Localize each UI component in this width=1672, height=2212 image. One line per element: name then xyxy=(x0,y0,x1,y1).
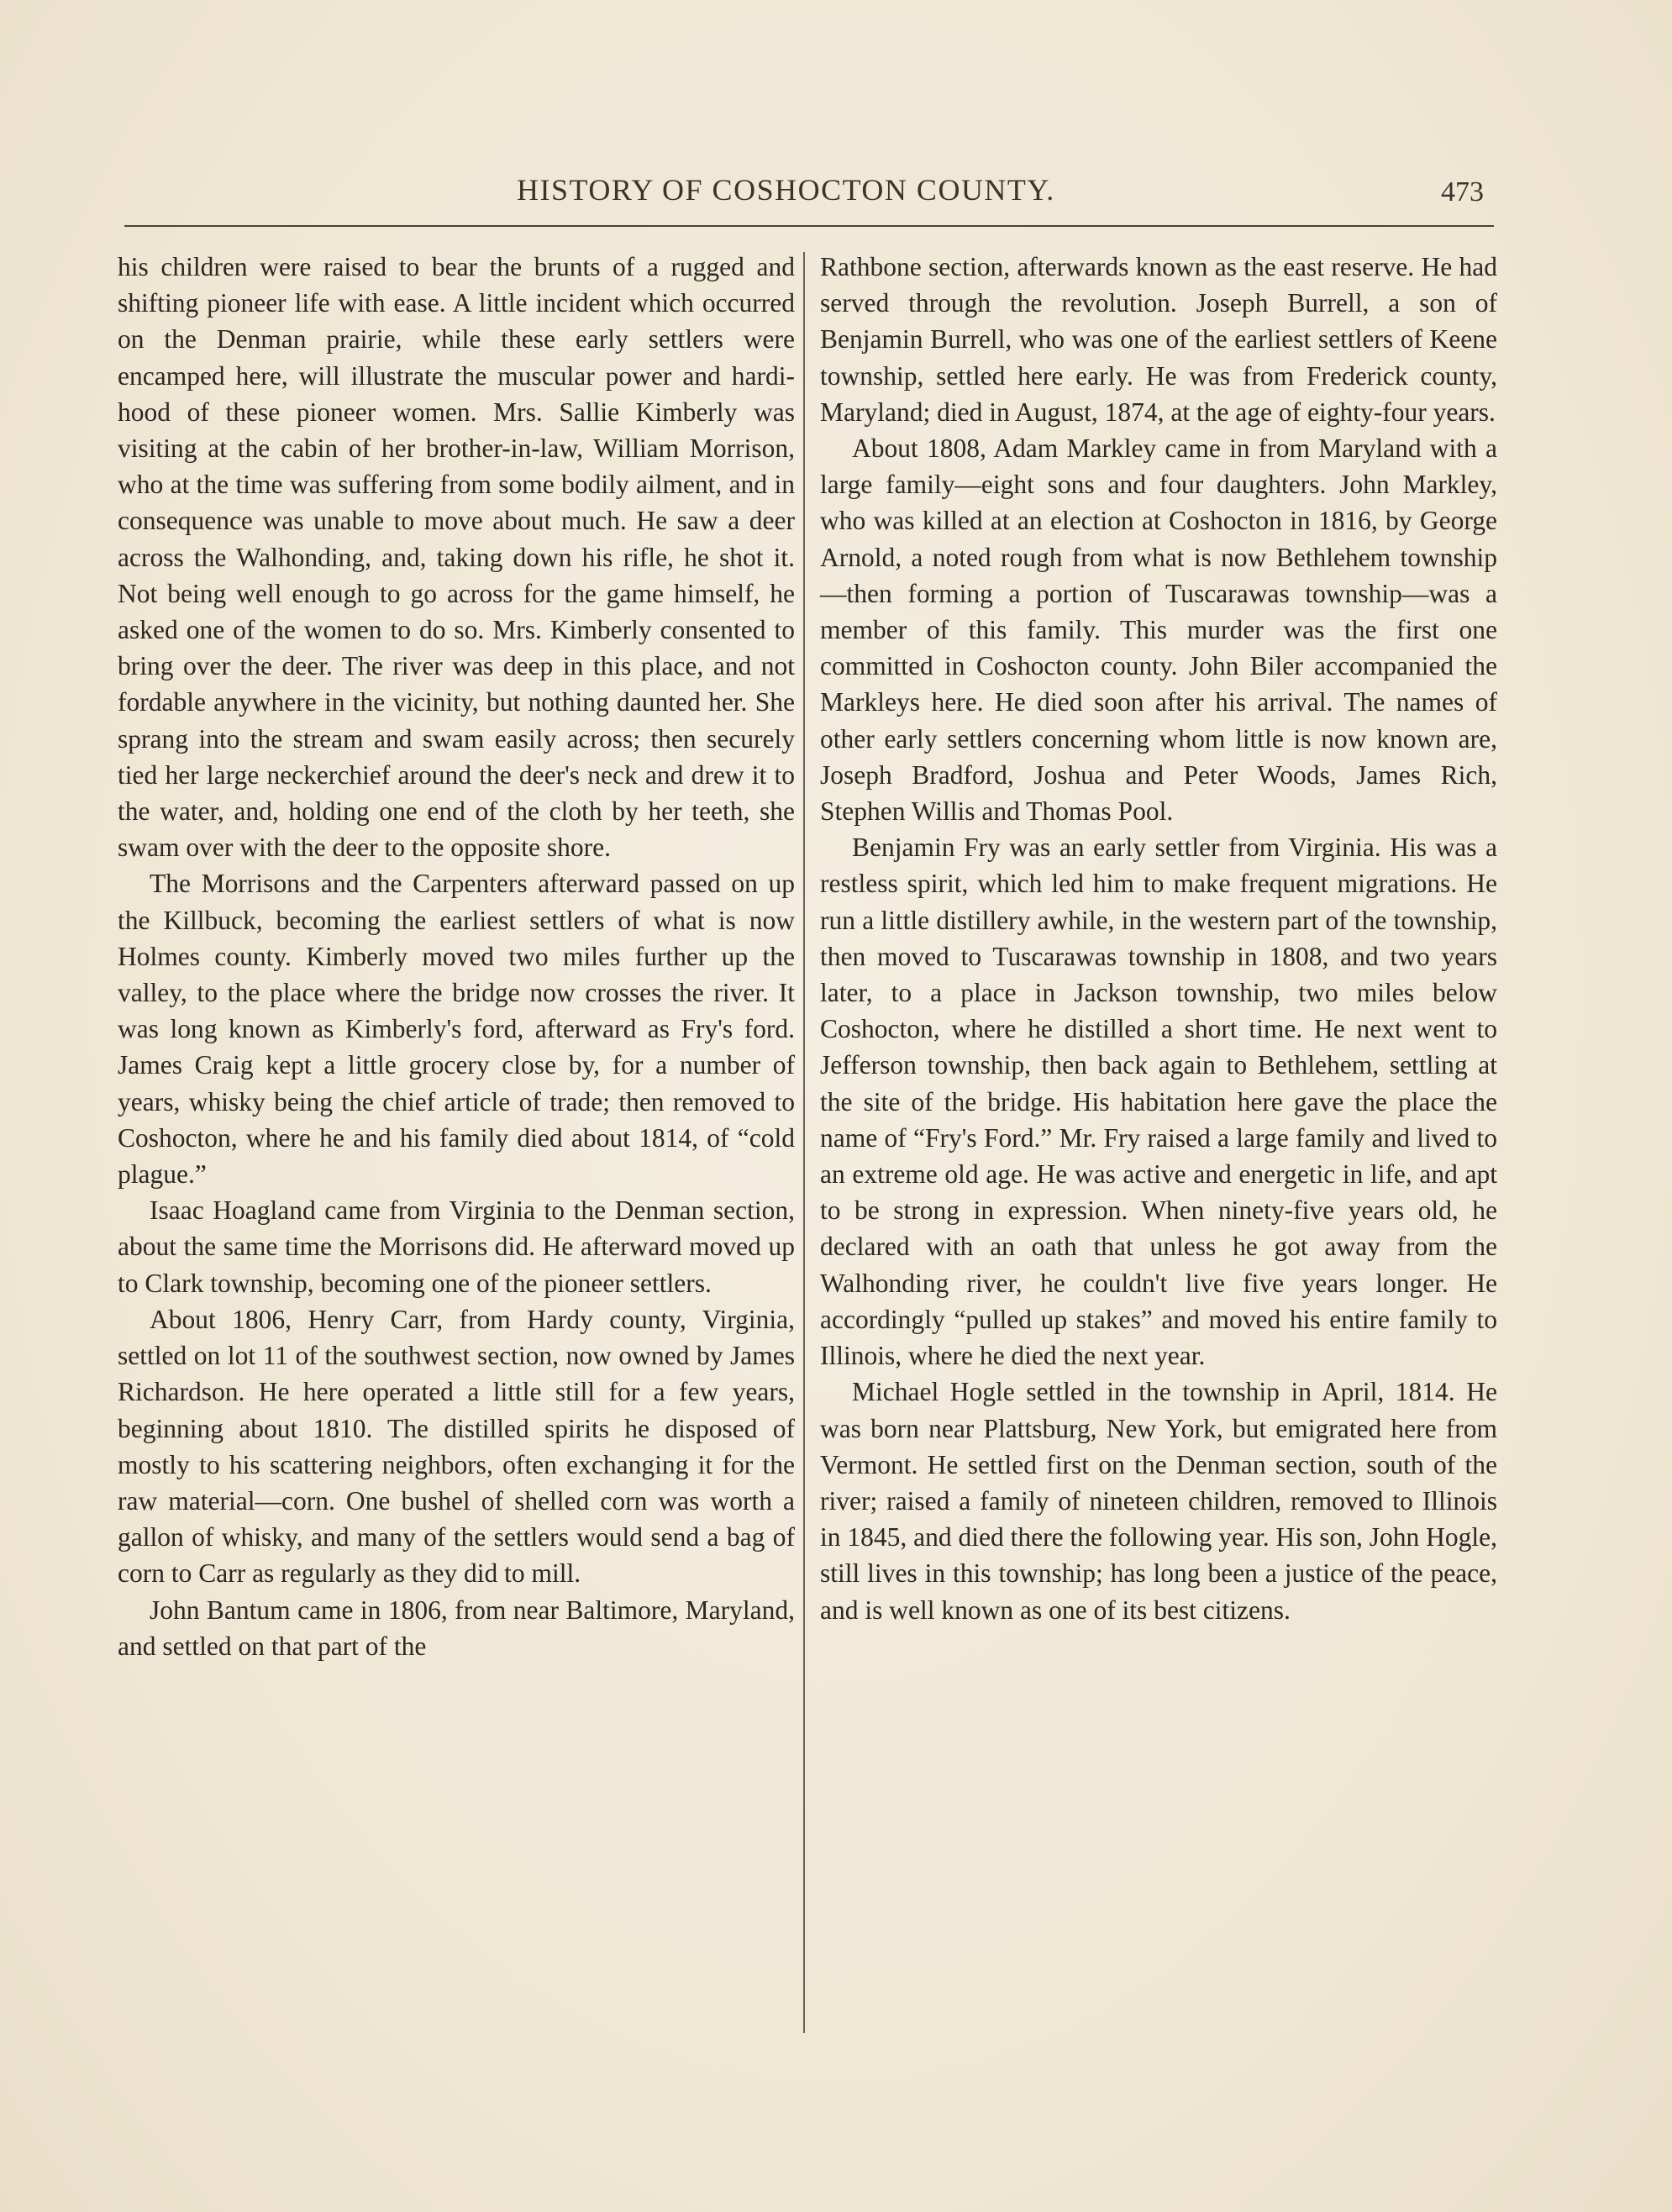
paragraph: Benjamin Fry was an early settler from Virginia. His was a restless spirit, which led him to make frequent migrations. He run a little distillery awhile, in the western part of the township, then moved to Tuscarawas township in 1808, and two years later, to a place in Jackson township, two miles below Coshocton, where he distilled a short time. He next went to Jefferson township, then back again to Bethlehem, settling at the site of the bridge. His habitation here gave the place the name of “Fry's Ford.” Mr. Fry raised a large family and lived to an extreme old age. He was active and energetic in life, and apt to be strong in expression. When ninety-five years old, he declared with an oath that unless he got away from the Walhonding river, he couldn't live five years longer. He accordingly “pulled up stakes” and moved his entire family to Illinois, where he died the next year. xyxy=(820,833,1497,1371)
left-column xyxy=(118,249,795,1664)
running-head-title: HISTORY OF COSHOCTON COUNTY. xyxy=(517,173,1055,207)
paragraph: About 1808, Adam Markley came in from Maryland with a large family—eight sons and four daughters. John Markley, who was killed at an election at Coshocton in 1816, by George Arnold, a noted rough from what is now Bethlehem township—then forming a portion of Tuscarawas township—was a member of this family. This murder was the first one committed in Coshocton county. John Biler accompanied the Markleys here. He died soon after his arrival. The names of other early settlers concerning whom little is now known are, Joseph Bradford, Joshua and Peter Woods, James Rich, Stephen Willis and Thomas Pool. xyxy=(820,433,1497,827)
page-number: 473 xyxy=(1441,176,1484,208)
paragraph: The Morrisons and the Carpenters afterward passed on up the Killbuck, becoming the earliest settlers of what is now Holmes county. Kimberly moved two miles further up the valley, to the place where the bridge now crosses the river. It was long known as Kimberly's ford, afterward as Fry's ford. James Craig kept a little grocery close by, for a number of years, whisky being the chief article of trade; then removed to Coshocton, where he and his family died about 1814, of “cold plague.” xyxy=(118,869,795,1190)
header-rule xyxy=(124,225,1494,227)
paragraph: Michael Hogle settled in the township in April, 1814. He was born near Plattsburg, New York, but emigrated here from Vermont. He settled first on the Denman section, south of the river; raised a family of nineteen children, removed to Illinois in 1845, and died there the following year. His son, John Hogle, still lives in this township; has long been a justice of the peace, and is well known as one of its best citizens. xyxy=(820,1377,1497,1625)
paragraph: Rathbone section, afterwards known as the east reserve. He had served through the revolution. Joseph Burrell, a son of Benjamin Burrell, who was one of the earliest settlers of Keene township, settled here early. He was from Frederick county, Maryland; died in August, 1874, at the age of eighty-four years. xyxy=(820,252,1497,427)
paragraph: John Bantum came in 1806, from near Baltimore, Maryland, and settled on that part of the xyxy=(118,1595,795,1661)
right-column xyxy=(820,249,1497,1628)
paragraph: About 1806, Henry Carr, from Hardy county, Virginia, settled on lot 11 of the southwest section, now owned by James Richardson. He here operated a little still for a few years, beginning about 1810. The distilled spirits he disposed of mostly to his scattering neighbors, often exchanging it for the raw material—corn. One bushel of shelled corn was worth a gallon of whisky, and many of the settlers would send a bag of corn to Carr as regularly as they did to mill. xyxy=(118,1304,795,1589)
paragraph: his children were raised to bear the brunts of a rugged and shifting pioneer life with ease. A little incident which occurred on the Denman prairie, while these early settlers were encamped here, will illustrate the muscular power and hardihood of these pioneer women. Mrs. Sallie Kimberly was visiting at the cabin of her brother-in-law, William Morrison, who at the time was suffering from some bodily ailment, and in consequence was unable to move about much. He saw a deer across the Walhonding, and, taking down his rifle, he shot it. Not being well enough to go across for the game himself, he asked one of the women to do so. Mrs. Kimberly consented to bring over the deer. The river was deep in this place, and not fordable anywhere in the vicinity, but nothing daunted her. She sprang into the stream and swam easily across; then securely tied her large neckerchief around the deer's neck and drew it to the water, and, holding one end of the cloth by her teeth, she swam over with the deer to the opposite shore. xyxy=(118,252,795,863)
paragraph: Isaac Hoagland came from Virginia to the Denman section, about the same time the Morrisons did. He afterward moved up to Clark township, becoming one of the pioneer settlers. xyxy=(118,1195,795,1298)
column-divider xyxy=(803,252,805,2033)
